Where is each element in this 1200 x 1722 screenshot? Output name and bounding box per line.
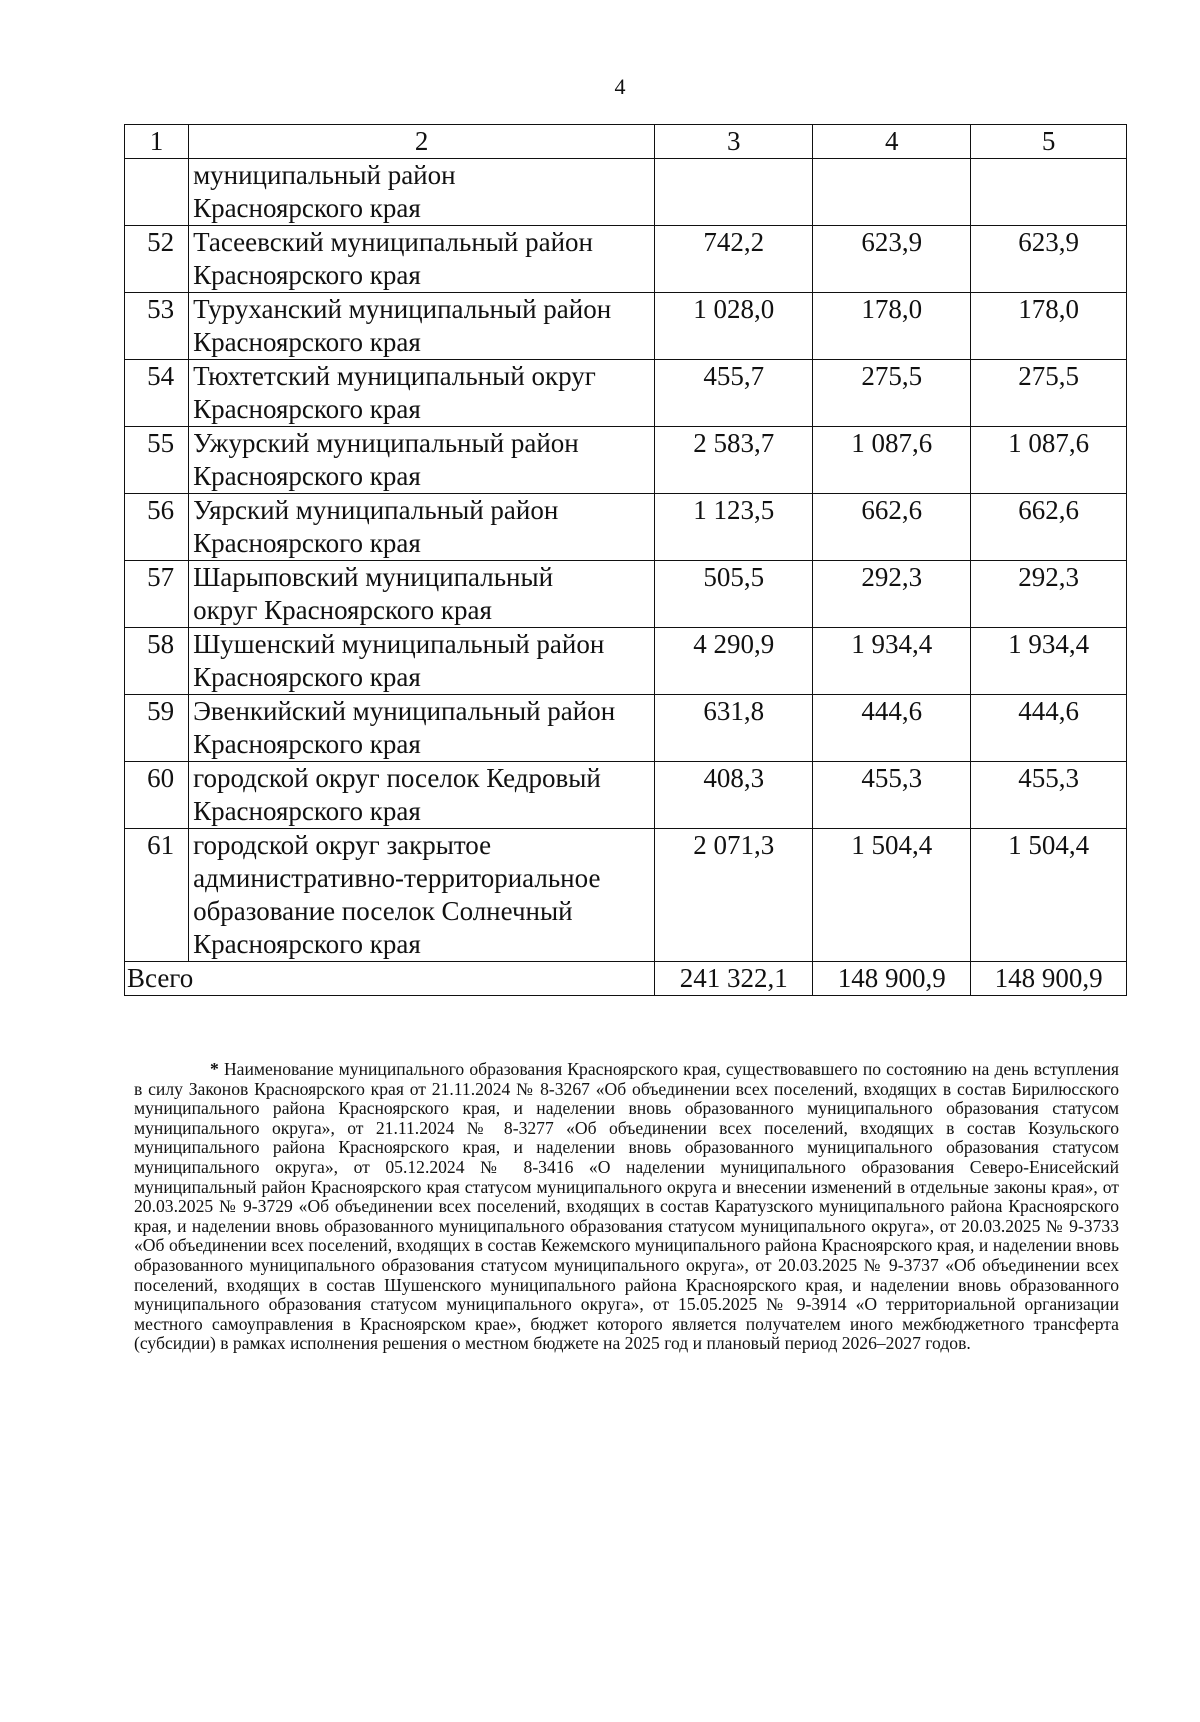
value-cell-c3: 1 028,0 xyxy=(655,293,813,360)
total-label: Всего xyxy=(125,962,655,996)
num-cell: 60 xyxy=(125,762,189,829)
value-cell-c4: 1 087,6 xyxy=(813,427,971,494)
table-row xyxy=(125,293,1127,360)
name-line: Красноярского края xyxy=(193,327,421,357)
value-cell-c4: 275,5 xyxy=(813,360,971,427)
continuation-row xyxy=(125,159,1127,226)
value-cell-c4: 455,3 xyxy=(813,762,971,829)
value-cell xyxy=(971,159,1127,226)
header-cell: 3 xyxy=(655,125,813,159)
value-cell-c3: 2 071,3 xyxy=(655,829,813,962)
num-cell: 52 xyxy=(125,226,189,293)
value-cell-c5: 623,9 xyxy=(971,226,1127,293)
header-cell: 5 xyxy=(971,125,1127,159)
value-cell-c5: 1 087,6 xyxy=(971,427,1127,494)
total-value-c3: 241 322,1 xyxy=(655,962,813,996)
name-cell xyxy=(189,360,655,427)
name-line: Красноярского края xyxy=(193,929,421,959)
name-cell xyxy=(189,695,655,762)
name-line: Шушенский муниципальный район xyxy=(193,629,605,659)
value-cell-c4: 1 934,4 xyxy=(813,628,971,695)
value-cell-c5: 178,0 xyxy=(971,293,1127,360)
name-cell xyxy=(189,226,655,293)
name-cell xyxy=(189,293,655,360)
value-cell-c4: 292,3 xyxy=(813,561,971,628)
value-cell-c5: 1 504,4 xyxy=(971,829,1127,962)
num-cell: 61 xyxy=(125,829,189,962)
name-line: городской округ закрытое xyxy=(193,830,492,860)
num-cell: 56 xyxy=(125,494,189,561)
value-cell xyxy=(813,159,971,226)
value-cell-c4: 1 504,4 xyxy=(813,829,971,962)
footnote-text: Наименование муниципального образования Красноярского края, существовавшего по состоянию на день вступления в силу Законов Красноярского края от 21.11.2024 № 8-3267 «Об объединении всех поселений, входящих в состав Бирилюсского муниципального района Красноярского края, и наделении вновь образованного муниципального образования статусом муниципального округа», от 21.11.2024 № 8-3277 «Об объединении всех поселений, входящих в состав Козульского муниципального района Красноярского края, и наделении вновь образованного муниципального образования статусом муниципального округа», от 05.12.2024 № 8-3416 «О наделении муниципального образования Северо-Енисейский муниципальный район Красноярского края статусом муниципального округа и внесении изменений в отдельные законы края», от 20.03.2025 № 9-3729 «Об объединении всех поселений, входящих в состав Каратузского муниципального района Красноярского края, и наделении вновь образованного муниципального образования статусом муниципального округа», от 20.03.2025 № 9-3733 «Об объединении всех поселений, входящих в состав Кежемского муниципального района Красноярского края, и наделении вновь образованного муниципального образования статусом муниципального округа», от 20.03.2025 № 9-3737 «Об объединении всех поселений, входящих в состав Шушенского муниципального района Красноярского края, и наделении вновь образованного муниципального образования статусом муниципального округа», от 15.05.2025 № 9-3914 «О территориальной организации местного самоуправления в Красноярском крае», бюджет которого является получателем иного межбюджетного трансферта (субсидии) в рамках исполнения решения о местном бюджете на 2025 год и плановый период 2026–2027 годов. xyxy=(134,1059,1120,1354)
table-row xyxy=(125,427,1127,494)
value-cell-c4: 444,6 xyxy=(813,695,971,762)
name-line: Уярский муниципальный район xyxy=(193,495,559,525)
value-cell-c5: 292,3 xyxy=(971,561,1127,628)
value-cell-c3: 455,7 xyxy=(655,360,813,427)
table-row xyxy=(125,829,1127,962)
num-cell: 57 xyxy=(125,561,189,628)
table-row xyxy=(125,561,1127,628)
value-cell-c4: 178,0 xyxy=(813,293,971,360)
num-cell: 59 xyxy=(125,695,189,762)
total-row xyxy=(125,962,1127,996)
table-body xyxy=(125,125,1127,996)
page-number: 4 xyxy=(614,74,626,99)
value-cell-c3: 1 123,5 xyxy=(655,494,813,561)
value-cell-c4: 662,6 xyxy=(813,494,971,561)
name-line: Красноярского края xyxy=(193,662,421,692)
name-cell xyxy=(189,762,655,829)
name-line: образование поселок Солнечный xyxy=(193,896,573,926)
value-cell-c5: 662,6 xyxy=(971,494,1127,561)
name-line: Красноярского края xyxy=(193,729,421,759)
name-line: Ужурский муниципальный район xyxy=(193,428,579,458)
num-cell: 58 xyxy=(125,628,189,695)
table-row xyxy=(125,762,1127,829)
header-row xyxy=(125,125,1127,159)
name-cell xyxy=(189,494,655,561)
data-table xyxy=(124,124,1127,996)
total-value-c4: 148 900,9 xyxy=(813,962,971,996)
name-cell xyxy=(189,159,655,226)
name-cell xyxy=(189,561,655,628)
name-line: городской округ поселок Кедровый xyxy=(193,763,601,793)
value-cell-c3: 2 583,7 xyxy=(655,427,813,494)
value-cell-c3: 408,3 xyxy=(655,762,813,829)
value-cell-c3: 4 290,9 xyxy=(655,628,813,695)
footnote xyxy=(134,1060,1119,1354)
table-row xyxy=(125,494,1127,561)
num-cell: 54 xyxy=(125,360,189,427)
value-cell-c3: 631,8 xyxy=(655,695,813,762)
table-row xyxy=(125,695,1127,762)
name-cell xyxy=(189,628,655,695)
name-line: Красноярского края xyxy=(193,461,421,491)
name-cell xyxy=(189,427,655,494)
header-cell: 1 xyxy=(125,125,189,159)
value-cell-c5: 444,6 xyxy=(971,695,1127,762)
total-value-c5: 148 900,9 xyxy=(971,962,1127,996)
name-line: Тюхтетский муниципальный округ xyxy=(193,361,596,391)
name-line: Красноярского края xyxy=(193,528,421,558)
table-row xyxy=(125,628,1127,695)
table-row xyxy=(125,360,1127,427)
name-cell xyxy=(189,829,655,962)
header-cell: 4 xyxy=(813,125,971,159)
num-cell xyxy=(125,159,189,226)
value-cell-c5: 455,3 xyxy=(971,762,1127,829)
name-line: Шарыповский муниципальный xyxy=(193,562,554,592)
value-cell xyxy=(655,159,813,226)
name-line: Красноярского края xyxy=(193,796,421,826)
name-line: Красноярского края xyxy=(193,394,421,424)
value-cell-c3: 742,2 xyxy=(655,226,813,293)
num-cell: 55 xyxy=(125,427,189,494)
value-cell-c5: 1 934,4 xyxy=(971,628,1127,695)
header-cell: 2 xyxy=(189,125,655,159)
table-row xyxy=(125,226,1127,293)
name-line: административно-территориальное xyxy=(193,863,601,893)
name-line: Эвенкийский муниципальный район xyxy=(193,696,616,726)
footnote-marker: * xyxy=(210,1059,219,1079)
name-line: Красноярского края xyxy=(193,193,421,223)
value-cell-c5: 275,5 xyxy=(971,360,1127,427)
name-line: муниципальный район xyxy=(193,160,456,190)
name-line: округ Красноярского края xyxy=(193,595,492,625)
value-cell-c3: 505,5 xyxy=(655,561,813,628)
num-cell: 53 xyxy=(125,293,189,360)
name-line: Туруханский муниципальный район xyxy=(193,294,612,324)
name-line: Тасеевский муниципальный район xyxy=(193,227,593,257)
name-line: Красноярского края xyxy=(193,260,421,290)
value-cell-c4: 623,9 xyxy=(813,226,971,293)
